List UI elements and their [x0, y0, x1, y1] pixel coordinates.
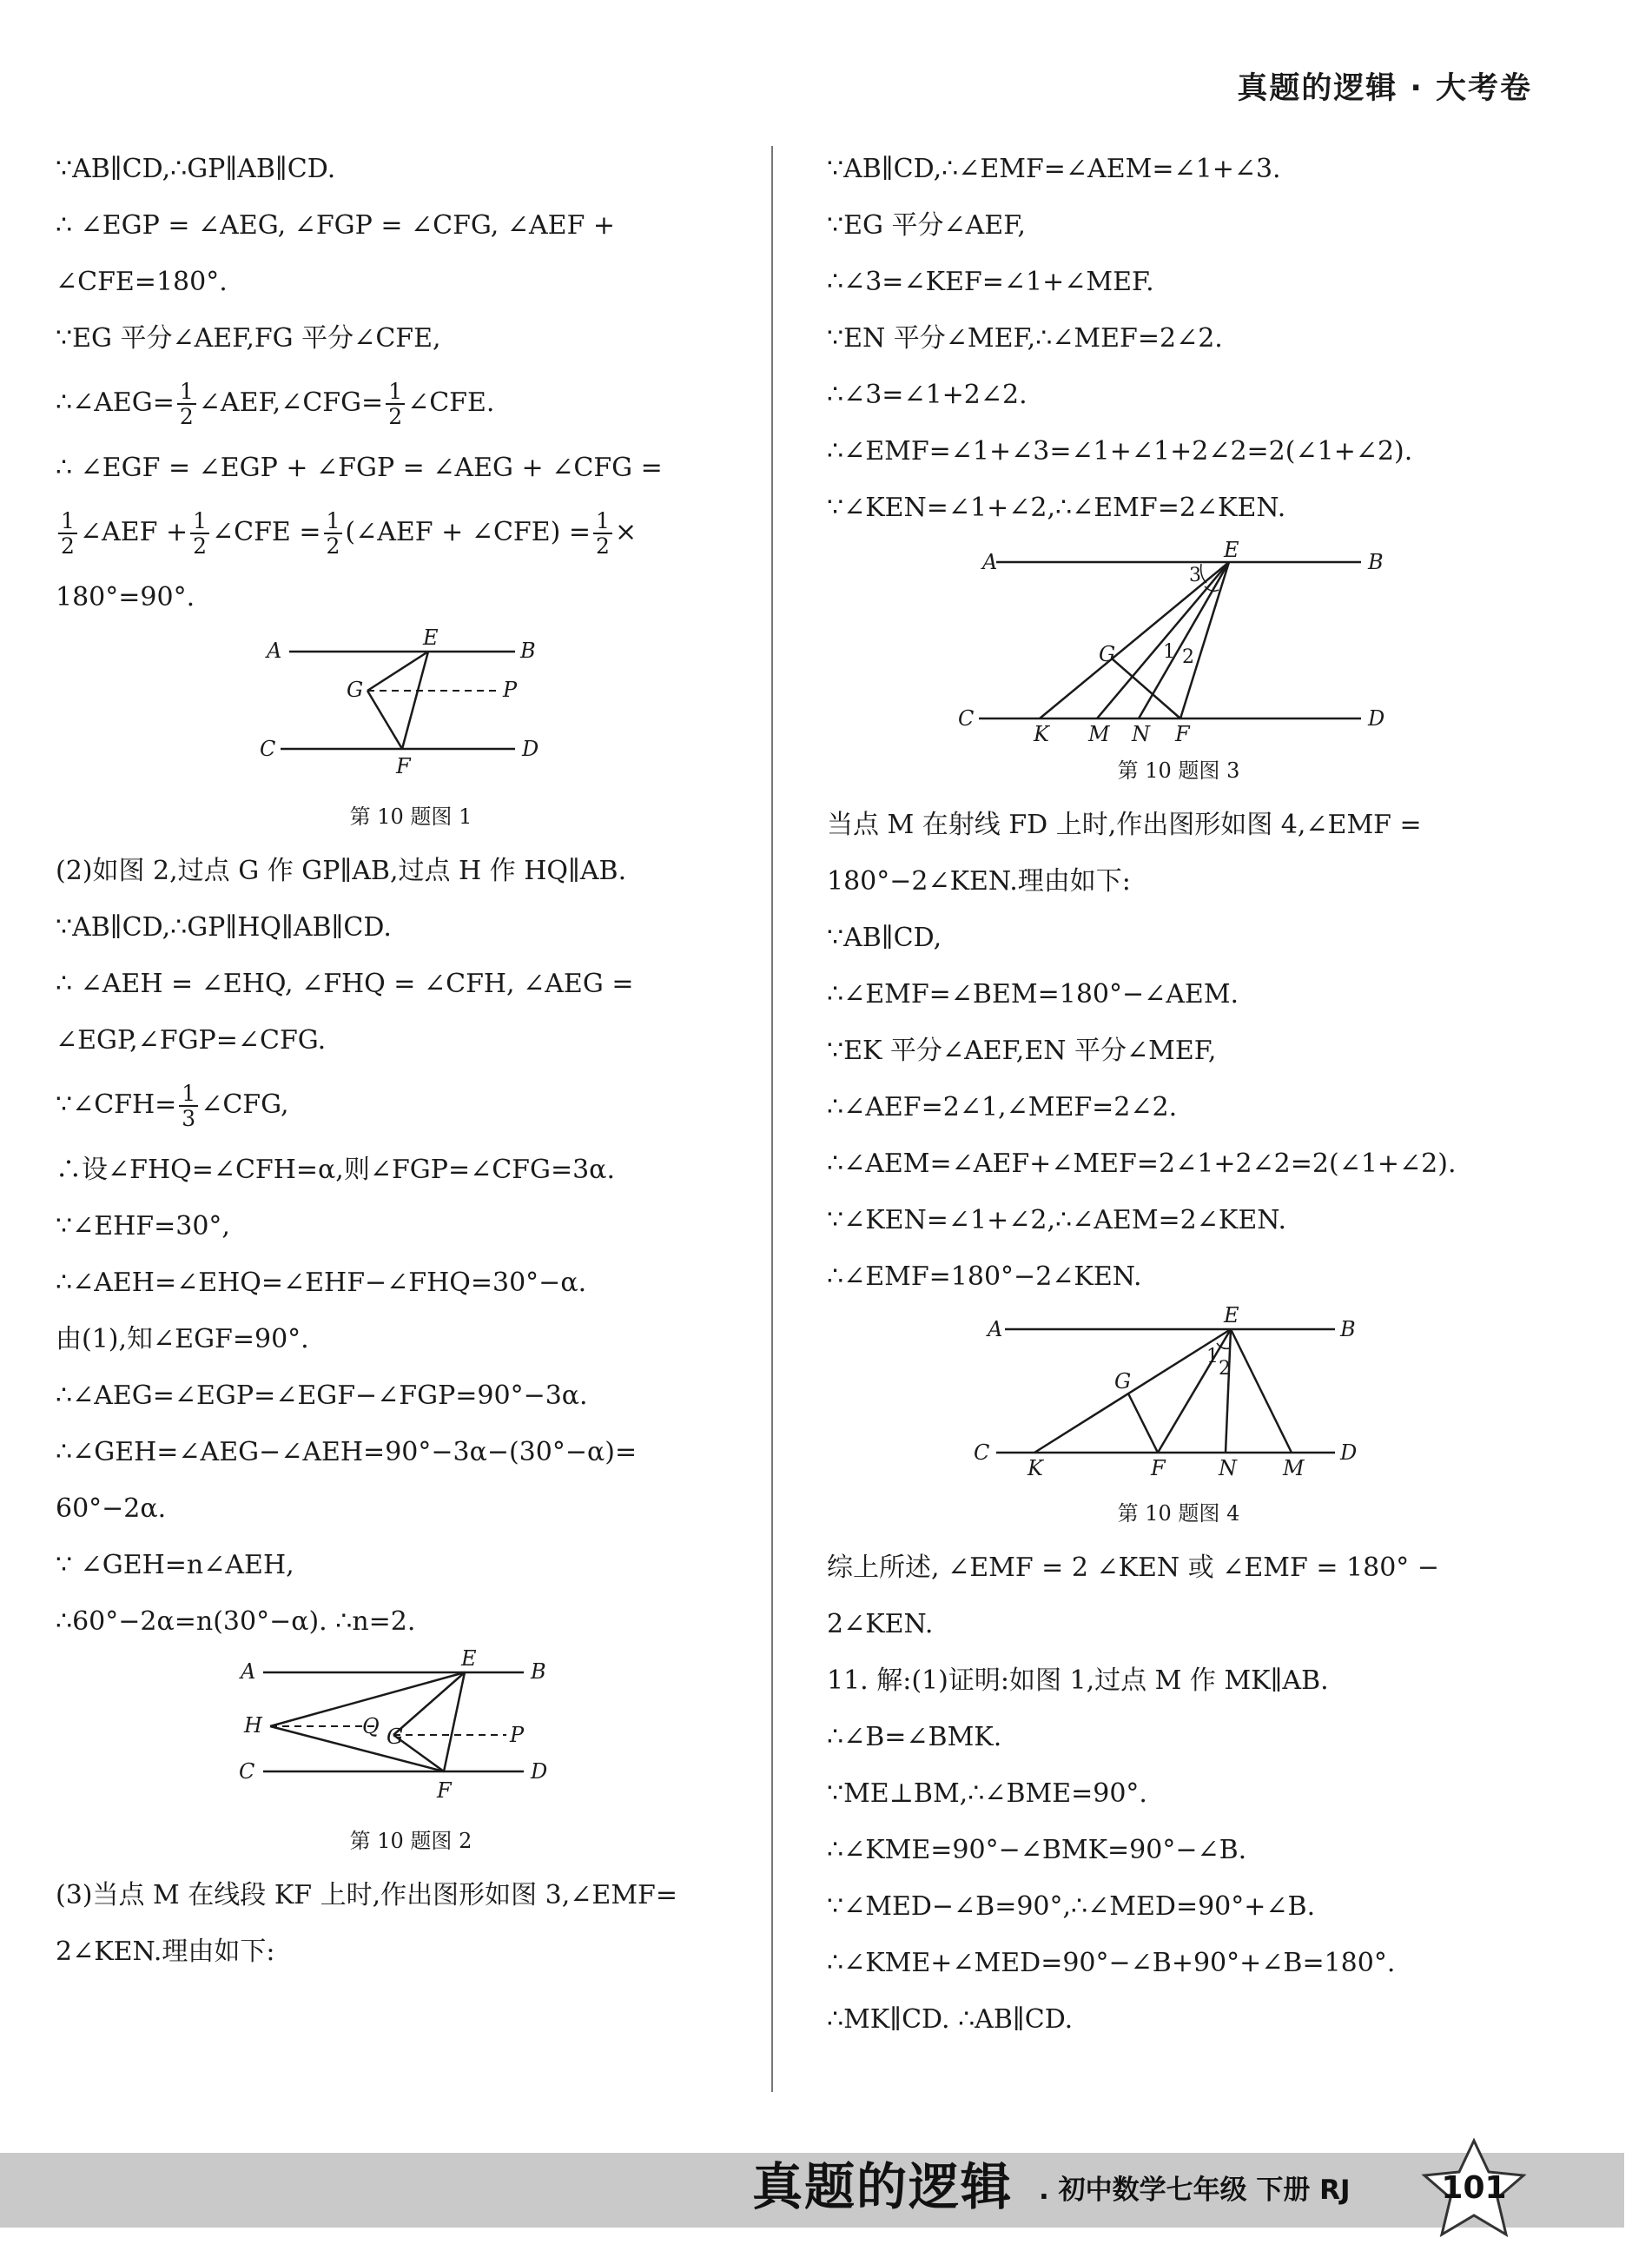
label-K: K	[1034, 722, 1049, 745]
text-line: ∴MK∥CD. ∴AB∥CD.	[827, 2004, 1074, 2035]
fraction-numerator: 1	[179, 1082, 198, 1107]
label-G: G	[387, 1725, 404, 1749]
text-line: ∵AB∥CD,	[827, 923, 942, 953]
label-A: A	[267, 639, 282, 663]
text-line: (2)如图 2,过点 G 作 GP∥AB,过点 H 作 HQ∥AB.	[56, 856, 627, 886]
text-line: 11. 解:(1)证明:如图 1,过点 M 作 MK∥AB.	[827, 1665, 1329, 1696]
label-D: D	[531, 1759, 548, 1784]
text-line: ∵∠EHF=30°,	[56, 1211, 230, 1241]
label-G: G	[347, 678, 364, 702]
text-line: ∴∠B=∠BMK.	[827, 1722, 1002, 1752]
label-H: H	[244, 1713, 262, 1738]
label-G: G	[1099, 642, 1116, 666]
text-line	[56, 496, 766, 569]
fraction-denominator: 2	[61, 533, 75, 559]
figure-10-2	[228, 1650, 593, 1815]
text-line: 2∠KEN.	[827, 1609, 934, 1639]
figure-caption: 第 10 题图 1	[349, 804, 472, 829]
figure-caption: 第 10 题图 4	[1117, 1501, 1240, 1526]
text-line: ∴∠AEF=2∠1,∠MEF=2∠2.	[827, 1092, 1178, 1122]
text-line: ∵AB∥CD,∴GP∥HQ∥AB∥CD.	[56, 912, 392, 943]
text-segment: ∠CFG,	[201, 1089, 289, 1120]
text-line: 综上所述, ∠EMF = 2 ∠KEN 或 ∠EMF = 180° −	[827, 1553, 1439, 1583]
fraction-denominator: 2	[326, 533, 340, 559]
footer-subtitle: . 初中数学七年级 下册 RJ	[1039, 2175, 1351, 2206]
figure-caption: 第 10 题图 2	[349, 1829, 472, 1853]
label-F: F	[1175, 722, 1190, 745]
label-D: D	[1340, 1440, 1358, 1465]
label-E: E	[1224, 1305, 1239, 1327]
text-line: ∴60°−2α=n(30°−α). ∴n=2.	[56, 1606, 416, 1637]
text-line: ∴∠3=∠KEF=∠1+∠MEF.	[827, 267, 1154, 297]
label-D: D	[1368, 706, 1385, 731]
text-segment: ∵∠CFH=	[56, 1089, 177, 1120]
label-1: 1	[1206, 1346, 1219, 1367]
fraction-numerator: 1	[190, 509, 209, 534]
label-D: D	[522, 737, 539, 761]
figure-caption: 第 10 题图 3	[1117, 758, 1240, 783]
right-column	[827, 141, 1530, 2048]
text-line: ∴ ∠EGP = ∠AEG, ∠FGP = ∠CFG, ∠AEF +	[56, 210, 616, 241]
text-line: ∵ ∠GEH=n∠AEH,	[56, 1550, 294, 1580]
footer	[0, 2129, 1652, 2251]
fraction	[179, 1082, 198, 1130]
text-segment: ∠CFE =	[212, 517, 321, 547]
label-A: A	[988, 1317, 1003, 1341]
text-line: ∴∠EMF=180°−2∠KEN.	[827, 1261, 1142, 1292]
fraction-numerator: 1	[386, 380, 405, 405]
text-line: ∠CFE=180°.	[56, 267, 228, 297]
label-E: E	[1224, 538, 1239, 562]
label-N: N	[1132, 722, 1150, 745]
label-3: 3	[1189, 565, 1201, 586]
fraction-denominator: 2	[388, 404, 403, 429]
figure-10-3	[953, 536, 1404, 745]
fraction	[58, 509, 77, 558]
text-line: 当点 M 在射线 FD 上时,作出图形如图 4,∠EMF =	[827, 810, 1422, 840]
text-line: 180°−2∠KEN.理由如下:	[827, 866, 1131, 897]
page-number: 101	[1441, 2170, 1507, 2206]
label-F: F	[437, 1778, 452, 1803]
text-line: ∵EN 平分∠MEF,∴∠MEF=2∠2.	[827, 323, 1223, 354]
page-number-badge	[1409, 2137, 1539, 2241]
text-line	[56, 1069, 766, 1142]
text-line: 2∠KEN.理由如下:	[56, 1937, 275, 1967]
label-A: A	[982, 550, 998, 574]
fraction-numerator: 1	[58, 509, 77, 534]
label-N: N	[1219, 1456, 1237, 1480]
text-segment: ∴∠AEG=	[56, 387, 175, 418]
text-line: ∵EG 平分∠AEF,FG 平分∠CFE,	[56, 323, 441, 354]
label-C: C	[260, 737, 276, 761]
label-E: E	[461, 1650, 477, 1671]
fraction-denominator: 3	[182, 1106, 196, 1131]
fraction-numerator: 1	[593, 509, 612, 534]
label-G: G	[1114, 1369, 1132, 1394]
left-column	[56, 141, 766, 1980]
text-line: ∴∠KME=90°−∠BMK=90°−∠B.	[827, 1835, 1247, 1865]
text-line: ∴∠EMF=∠BEM=180°−∠AEM.	[827, 979, 1239, 1010]
text-segment: (∠AEF + ∠CFE) =	[345, 517, 591, 547]
text-line: ∴∠EMF=∠1+∠3=∠1+∠1+2∠2=2(∠1+∠2).	[827, 436, 1413, 467]
label-B: B	[1340, 1317, 1356, 1341]
text-line: ∵EG 平分∠AEF,	[827, 210, 1026, 241]
text-line: ∴∠AEH=∠EHQ=∠EHF−∠FHQ=30°−α.	[56, 1268, 587, 1298]
fraction	[177, 380, 196, 428]
label-B: B	[520, 639, 536, 663]
text-line: ∵AB∥CD,∴∠EMF=∠AEM=∠1+∠3.	[827, 154, 1281, 184]
text-line: (3)当点 M 在线段 KF 上时,作出图形如图 3,∠EMF=	[56, 1880, 677, 1910]
text-line: ∵∠MED−∠B=90°,∴∠MED=90°+∠B.	[827, 1891, 1316, 1922]
text-line: ∴∠KME+∠MED=90°−∠B+90°+∠B=180°.	[827, 1948, 1396, 1978]
text-line: ∴ ∠AEH = ∠EHQ, ∠FHQ = ∠CFH, ∠AEG =	[56, 969, 634, 999]
header-title: 真题的逻辑 · 大考卷	[1237, 71, 1532, 106]
fraction-denominator: 2	[193, 533, 208, 559]
label-F: F	[1151, 1456, 1166, 1480]
text-line: 由(1),知∠EGF=90°.	[56, 1324, 309, 1354]
label-C: C	[974, 1440, 990, 1465]
text-segment: ∠AEF,∠CFG=	[198, 387, 384, 418]
text-segment: ∠CFE.	[407, 387, 495, 418]
text-line: ∴ ∠EGF = ∠EGP + ∠FGP = ∠AEG + ∠CFG =	[56, 453, 663, 483]
figure-10-1	[254, 626, 567, 791]
label-2: 2	[1219, 1358, 1231, 1380]
label-2: 2	[1182, 646, 1194, 668]
label-P: P	[503, 678, 518, 702]
text-line: ∵∠KEN=∠1+∠2,∴∠AEM=2∠KEN.	[827, 1205, 1287, 1235]
label-M: M	[1283, 1456, 1305, 1480]
text-line: ∴∠3=∠1+2∠2.	[827, 380, 1028, 410]
label-F: F	[396, 754, 411, 778]
label-B: B	[1368, 550, 1384, 574]
text-line: ∴∠GEH=∠AEG−∠AEH=90°−3α−(30°−α)=	[56, 1437, 638, 1467]
text-line: ∵ME⊥BM,∴∠BME=90°.	[827, 1778, 1147, 1809]
text-line: ∴∠AEG=∠EGP=∠EGF−∠FGP=90°−3α.	[56, 1380, 588, 1411]
text-line	[56, 367, 766, 440]
text-line: ∴∠AEM=∠AEF+∠MEF=2∠1+2∠2=2(∠1+∠2).	[827, 1149, 1457, 1179]
footer-title: 真题的逻辑	[752, 2157, 1014, 2216]
text-line: ∠EGP,∠FGP=∠CFG.	[56, 1025, 327, 1056]
fraction-numerator: 1	[324, 509, 343, 534]
fraction-denominator: 2	[596, 533, 610, 559]
text-line: 60°−2α.	[56, 1493, 167, 1524]
label-1: 1	[1163, 641, 1175, 663]
label-M: M	[1088, 722, 1110, 745]
column-divider	[771, 146, 773, 2092]
label-C: C	[239, 1759, 255, 1784]
text-segment: ∠AEF +	[79, 517, 188, 547]
text-line: ∵AB∥CD,∴GP∥AB∥CD.	[56, 154, 336, 184]
fraction-denominator: 2	[179, 404, 194, 429]
text-line: ∴设∠FHQ=∠CFH=α,则∠FGP=∠CFG=3α.	[56, 1155, 615, 1185]
fraction	[593, 509, 612, 558]
text-line: 180°=90°.	[56, 582, 195, 612]
label-B: B	[531, 1659, 546, 1684]
label-Q: Q	[362, 1714, 380, 1738]
fraction	[386, 380, 405, 428]
label-E: E	[423, 626, 439, 650]
label-A: A	[241, 1659, 256, 1684]
label-C: C	[958, 706, 975, 731]
fraction	[324, 509, 343, 558]
fraction	[190, 509, 209, 558]
fraction-numerator: 1	[177, 380, 196, 405]
text-line: ∵∠KEN=∠1+∠2,∴∠EMF=2∠KEN.	[827, 493, 1286, 523]
label-K: K	[1028, 1456, 1043, 1480]
text-segment: ×	[614, 517, 638, 547]
figure-10-4	[970, 1305, 1387, 1487]
label-P: P	[510, 1723, 525, 1747]
text-line: ∵EK 平分∠AEF,EN 平分∠MEF,	[827, 1036, 1217, 1066]
